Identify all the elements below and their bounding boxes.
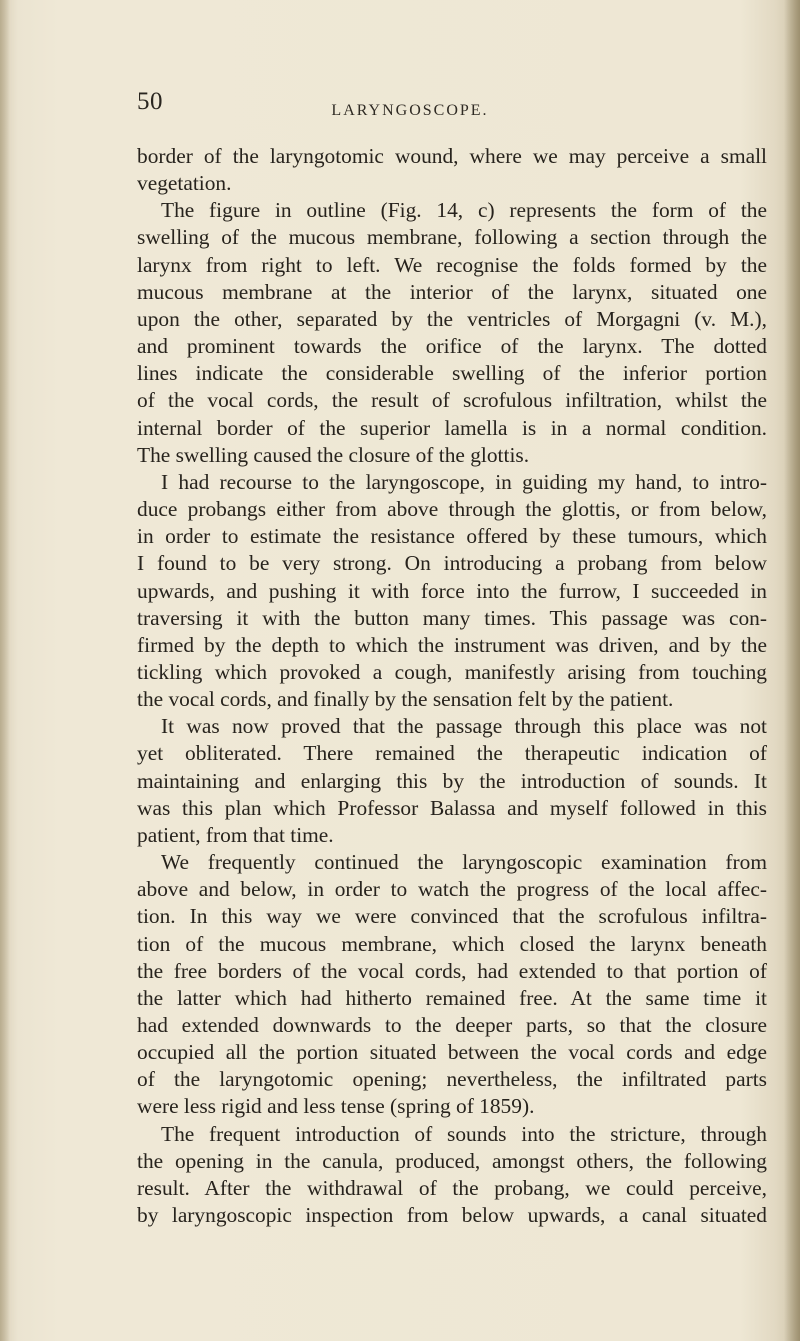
text-line: upon the other, separated by the ventricles of Morgagni (v. M.), xyxy=(137,306,767,331)
text-line: in order to estimate the resistance offered by these tumours, which xyxy=(137,524,767,549)
text-line: maintaining and enlarging this by the introduction of sounds. It xyxy=(137,768,767,793)
text-line: result. After the withdrawal of the probang, we could perceive, xyxy=(137,1175,767,1200)
text-line: above and below, in order to watch the progress of the local affec- xyxy=(137,877,767,902)
text-line: the free borders of the vocal cords, had extended to that portion of xyxy=(137,958,767,983)
text-line: lines indicate the considerable swelling of the inferior portion xyxy=(137,361,767,386)
text-line: The frequent introduction of sounds into the stricture, through xyxy=(161,1121,767,1146)
text-line: firmed by the depth to which the instrument was driven, and by the xyxy=(137,632,767,657)
text-line: yet obliterated. There remained the therapeutic indication of xyxy=(137,741,767,766)
text-line: larynx from right to left. We recognise the folds formed by the xyxy=(137,252,767,277)
text-line: I had recourse to the laryngoscope, in guiding my hand, to intro- xyxy=(161,469,767,494)
text-line: duce probangs either from above through the glottis, or from below, xyxy=(137,497,767,522)
text-line: internal border of the superior lamella is in a normal condition. xyxy=(137,415,767,440)
text-line: of the laryngotomic opening; nevertheless, the infiltrated parts xyxy=(137,1067,767,1092)
text-line: were less rigid and less tense (spring of 1859). xyxy=(137,1094,535,1119)
text-line: mucous membrane at the interior of the larynx, situated one xyxy=(137,279,767,304)
text-line: of the vocal cords, the result of scrofulous infiltration, whilst the xyxy=(137,388,767,413)
text-line: had extended downwards to the deeper parts, so that the closure xyxy=(137,1013,767,1037)
text-line: We frequently continued the laryngoscopic examination from xyxy=(161,850,767,875)
page-edge-shadow-right xyxy=(784,0,800,1341)
text-line: the opening in the canula, produced, amongst others, the following xyxy=(137,1148,767,1173)
page-number: 50 xyxy=(137,88,163,115)
text-line: vegetation. xyxy=(137,171,232,196)
text-line: the latter which had hitherto remained free. At the same time it xyxy=(137,985,767,1010)
text-line: was this plan which Professor Balassa and myself followed in this xyxy=(137,795,767,820)
running-head: LARYNGOSCOPE. xyxy=(331,102,489,119)
text-line: upwards, and pushing it with force into the furrow, I succeeded in xyxy=(137,578,767,603)
text-line: The figure in outline (Fig. 14, c) represents the form of the xyxy=(161,198,767,223)
text-line: traversing it with the button many times. This passage was con- xyxy=(137,605,767,630)
text-line: I found to be very strong. On introducing a probang from below xyxy=(137,551,767,576)
text-line: occupied all the portion situated between the vocal cords and edge xyxy=(137,1040,767,1065)
text-line: It was now proved that the passage through this place was not xyxy=(161,714,767,739)
text-line: border of the laryngotomic wound, where we may perceive a small xyxy=(137,144,767,168)
text-line: patient, from that time. xyxy=(137,822,334,847)
body-text xyxy=(137,143,767,1229)
text-line: The swelling caused the closure of the glottis. xyxy=(137,442,530,467)
text-line: swelling of the mucous membrane, following a section through the xyxy=(137,225,767,250)
text-line: the vocal cords, and finally by the sensation felt by the patient. xyxy=(137,687,674,712)
text-line: tion of the mucous membrane, which closed the larynx beneath xyxy=(137,931,767,956)
text-line: tickling which provoked a cough, manifestly arising from touching xyxy=(137,659,767,684)
text-line: by laryngoscopic inspection from below upwards, a canal situated xyxy=(137,1203,767,1228)
text-line: tion. In this way we were convinced that the scrofulous infiltra- xyxy=(137,904,767,929)
text-line: and prominent towards the orifice of the larynx. The dotted xyxy=(137,334,767,359)
page-edge-shadow-left xyxy=(0,0,10,1341)
